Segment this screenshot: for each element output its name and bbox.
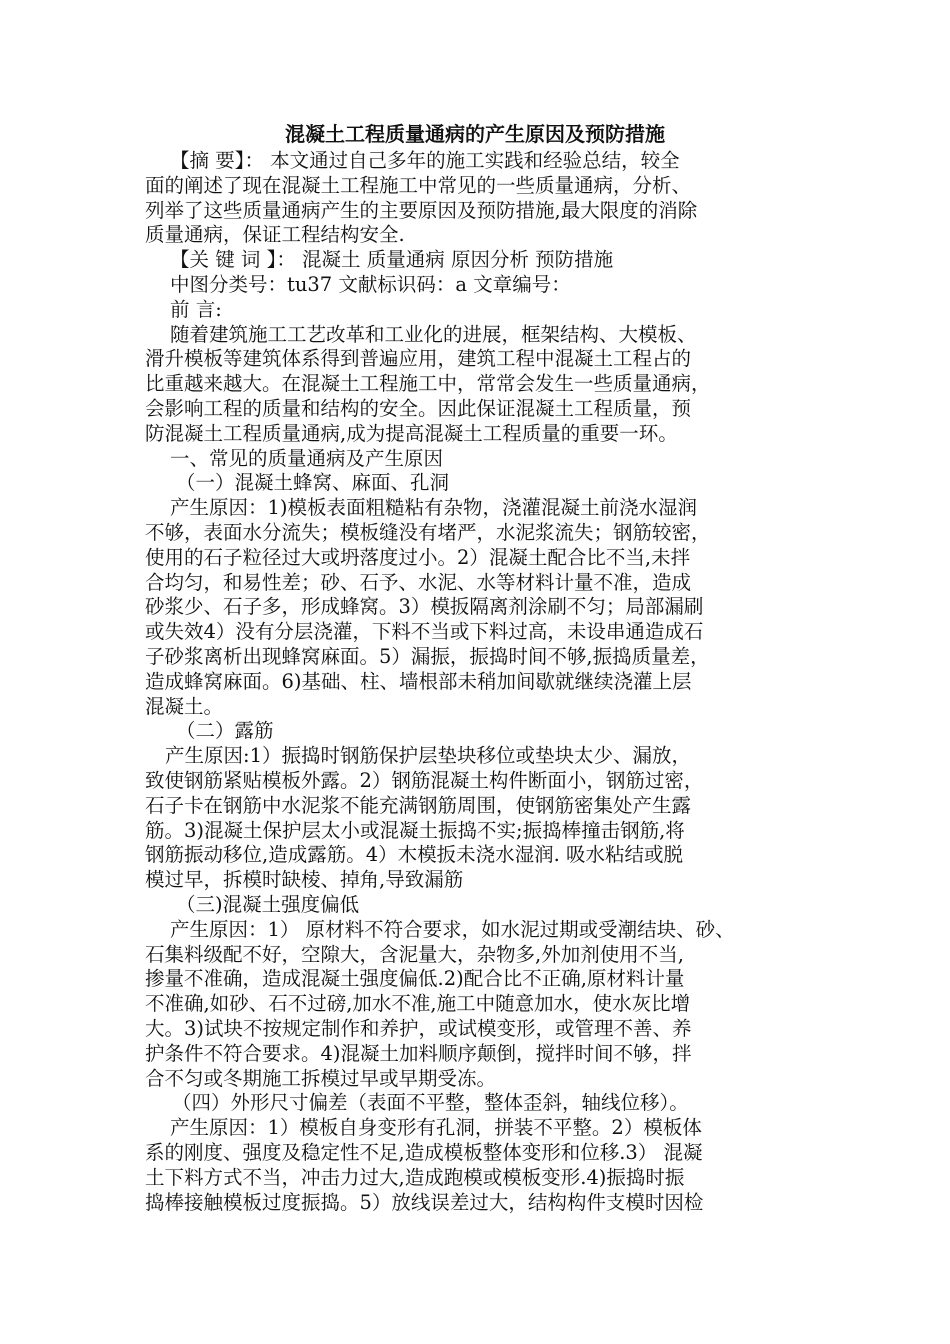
- text-line: 致使钢筋紧贴模板外露。2）钢筋混凝土构件断面小，钢筋过密，: [145, 769, 704, 792]
- text-line: 产生原因:1）振捣时钢筋保护层垫块移位或垫块太少、漏放，: [165, 744, 691, 768]
- text-line: 中图分类号：tu37 文献标识码：a 文章编号：: [170, 273, 571, 296]
- text-line: 筋。3)混凝土保护层太小或混凝土振捣不实;振捣棒撞击钢筋,将: [145, 818, 685, 842]
- text-line: 使用的石子粒径过大或坍落度过小。2）混凝土配合比不当,未拌: [145, 545, 691, 569]
- text-line: 滑升模板等建筑体系得到普遍应用，建筑工程中混凝土工程占的: [145, 347, 692, 371]
- text-line: 不准确,如砂、石不过磅,加水不准,施工中随意加水，使水灰比增: [145, 992, 691, 1016]
- text-line: 石子卡在钢筋中水泥浆不能充满钢筋周围，使钢筋密集处产生露: [145, 793, 692, 817]
- text-line: 前 言:: [170, 297, 222, 321]
- document-title: 混凝土工程质量通病的产生原因及预防措施: [285, 122, 665, 146]
- text-line: 土下料方式不当，冲击力过大,造成跑模或模板变形.4)振捣时振: [145, 1165, 685, 1189]
- text-line: 产生原因：1） 原材料不符合要求，如水泥过期或受潮结块、砂、: [170, 917, 735, 941]
- text-line: 混凝土。: [145, 694, 224, 718]
- text-line: 造成蜂窝麻面。6)基础、柱、墙根部未稍加间歇就继续浇灌上层: [145, 669, 692, 693]
- text-line: 【关 键 词 】： 混凝土 质量通病 原因分析 预防措施: [170, 248, 614, 272]
- text-line: 钢筋振动移位,造成露筋。4）木模扳未浇水湿润. 吸水粘结或脱: [145, 843, 684, 867]
- text-line: 捣棒接触模板过度振捣。5）放线误差过大，结构构件支模时因检: [145, 1190, 704, 1214]
- text-line: 随着建筑施工工艺改革和工业化的进展，框架结构、大模板、: [170, 322, 697, 346]
- text-line: （二）露筋: [176, 719, 274, 743]
- text-line: 系的刚度、强度及稳定性不足,造成模板整体变形和位移.3） 混凝: [145, 1141, 703, 1164]
- text-line: 砂浆少、石子多，形成蜂窝。3）模扳隔离剂涂刷不匀；局部漏刷: [145, 595, 704, 619]
- text-line: 会影响工程的质量和结构的安全。因此保证混凝土工程质量，预: [145, 397, 692, 420]
- text-line: 大。3)试块不按规定制作和养护，或试模变形，或管理不善、养: [145, 1017, 692, 1040]
- text-line: 或失效4）没有分层浇灌，下料不当或下料过高，未设串通造成石: [145, 620, 704, 644]
- text-line: 掺量不准确，造成混凝土强度偏低.2)配合比不正确,原材料计量: [145, 967, 685, 991]
- text-line: 合均匀，和易性差；砂、石予、水泥、水等材料计量不准，造成: [145, 570, 692, 594]
- text-line: 不够，表面水分流失；模板缝没有堵严，水泥浆流失；钢筋较密，: [145, 521, 711, 544]
- text-line: 比重越来越大。在混凝土工程施工中，常常会发生一些质量通病，: [145, 372, 711, 396]
- text-line: 护条件不符合要求。4)混凝土加料顺序颠倒，搅拌时间不够，拌: [145, 1041, 692, 1065]
- text-line: 石集料级配不好，空隙大，含泥量大，杂物多,外加剂使用不当,: [145, 942, 684, 966]
- text-line: 产生原因：1)模板表面粗糙粘有杂物，浇灌混凝土前浇水湿润: [170, 496, 698, 520]
- text-line: 面的阐述了现在混凝土工程施工中常见的一些质量通病，分析、: [145, 173, 692, 197]
- text-line: 合不匀或冬期施工拆模过早或早期受冻。: [145, 1066, 497, 1090]
- text-line: 【摘 要】： 本文通过自己多年的施工实践和经验总结，较全: [170, 149, 680, 172]
- text-line: 一、常见的质量通病及产生原因: [170, 446, 444, 470]
- text-line: 子砂浆离析出现蜂窝麻面。5）漏振，振捣时间不够,振捣质量差，: [145, 645, 710, 668]
- text-line: 列举了这些质量通病产生的主要原因及预防措施,最大限度的消除: [145, 198, 698, 222]
- text-line: （四）外形尺寸偏差（表面不平整，整体歪斜，轴线位移）。: [172, 1091, 689, 1115]
- text-line: 质量通病，保证工程结构安全.: [145, 223, 405, 247]
- text-line: 防混凝土工程质量通病,成为提高混凝土工程质量的重要一环。: [145, 421, 678, 445]
- text-line: 模过早，拆模时缺棱、掉角,导致漏筋: [145, 868, 464, 892]
- text-line: 产生原因：1）模板自身变形有孔洞，拼装不平整。2）模板体: [170, 1116, 702, 1140]
- text-line: （三)混凝土强度偏低: [176, 893, 360, 916]
- text-line: （一）混凝土蜂窝、麻面、孔洞: [176, 471, 450, 495]
